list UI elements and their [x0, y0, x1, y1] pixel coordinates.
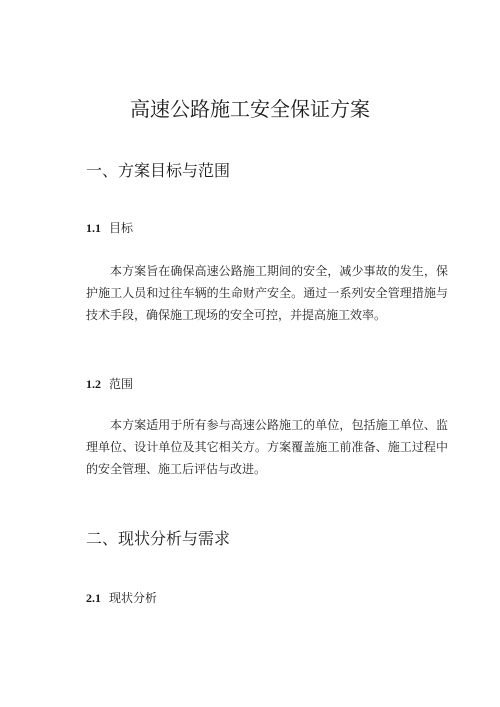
subsection-title: 范围	[109, 377, 134, 391]
subsection-number: 2.1	[86, 591, 101, 605]
section-heading-1: 一、方案目标与范围	[86, 161, 231, 180]
document-title: 高速公路施工安全保证方案	[130, 97, 370, 121]
paragraph-goal: 本方案旨在确保高速公路施工期间的安全，减少事故的发生，保护施工人员和过往车辆的生命财产安全。通过一系列安全管理措施与技术手段，确保施工现场的安全可控，并提高施工效率。	[86, 264, 448, 322]
subsection-number: 1.2	[86, 377, 101, 391]
subsection-heading-1-2	[86, 376, 133, 392]
subsection-title: 目标	[109, 221, 134, 235]
paragraph-scope: 本方案适用于所有参与高速公路施工的单位，包括施工单位、监理单位、设计单位及其它相关方。方案覆盖施工前准备、施工过程中的安全管理、施工后评估与改进。	[86, 418, 448, 476]
subsection-title: 现状分析	[109, 591, 158, 605]
section-heading-2: 二、现状分析与需求	[86, 529, 231, 548]
subsection-heading-2-1	[86, 590, 157, 606]
subsection-heading-1-1	[86, 220, 133, 236]
subsection-number: 1.1	[86, 221, 101, 235]
